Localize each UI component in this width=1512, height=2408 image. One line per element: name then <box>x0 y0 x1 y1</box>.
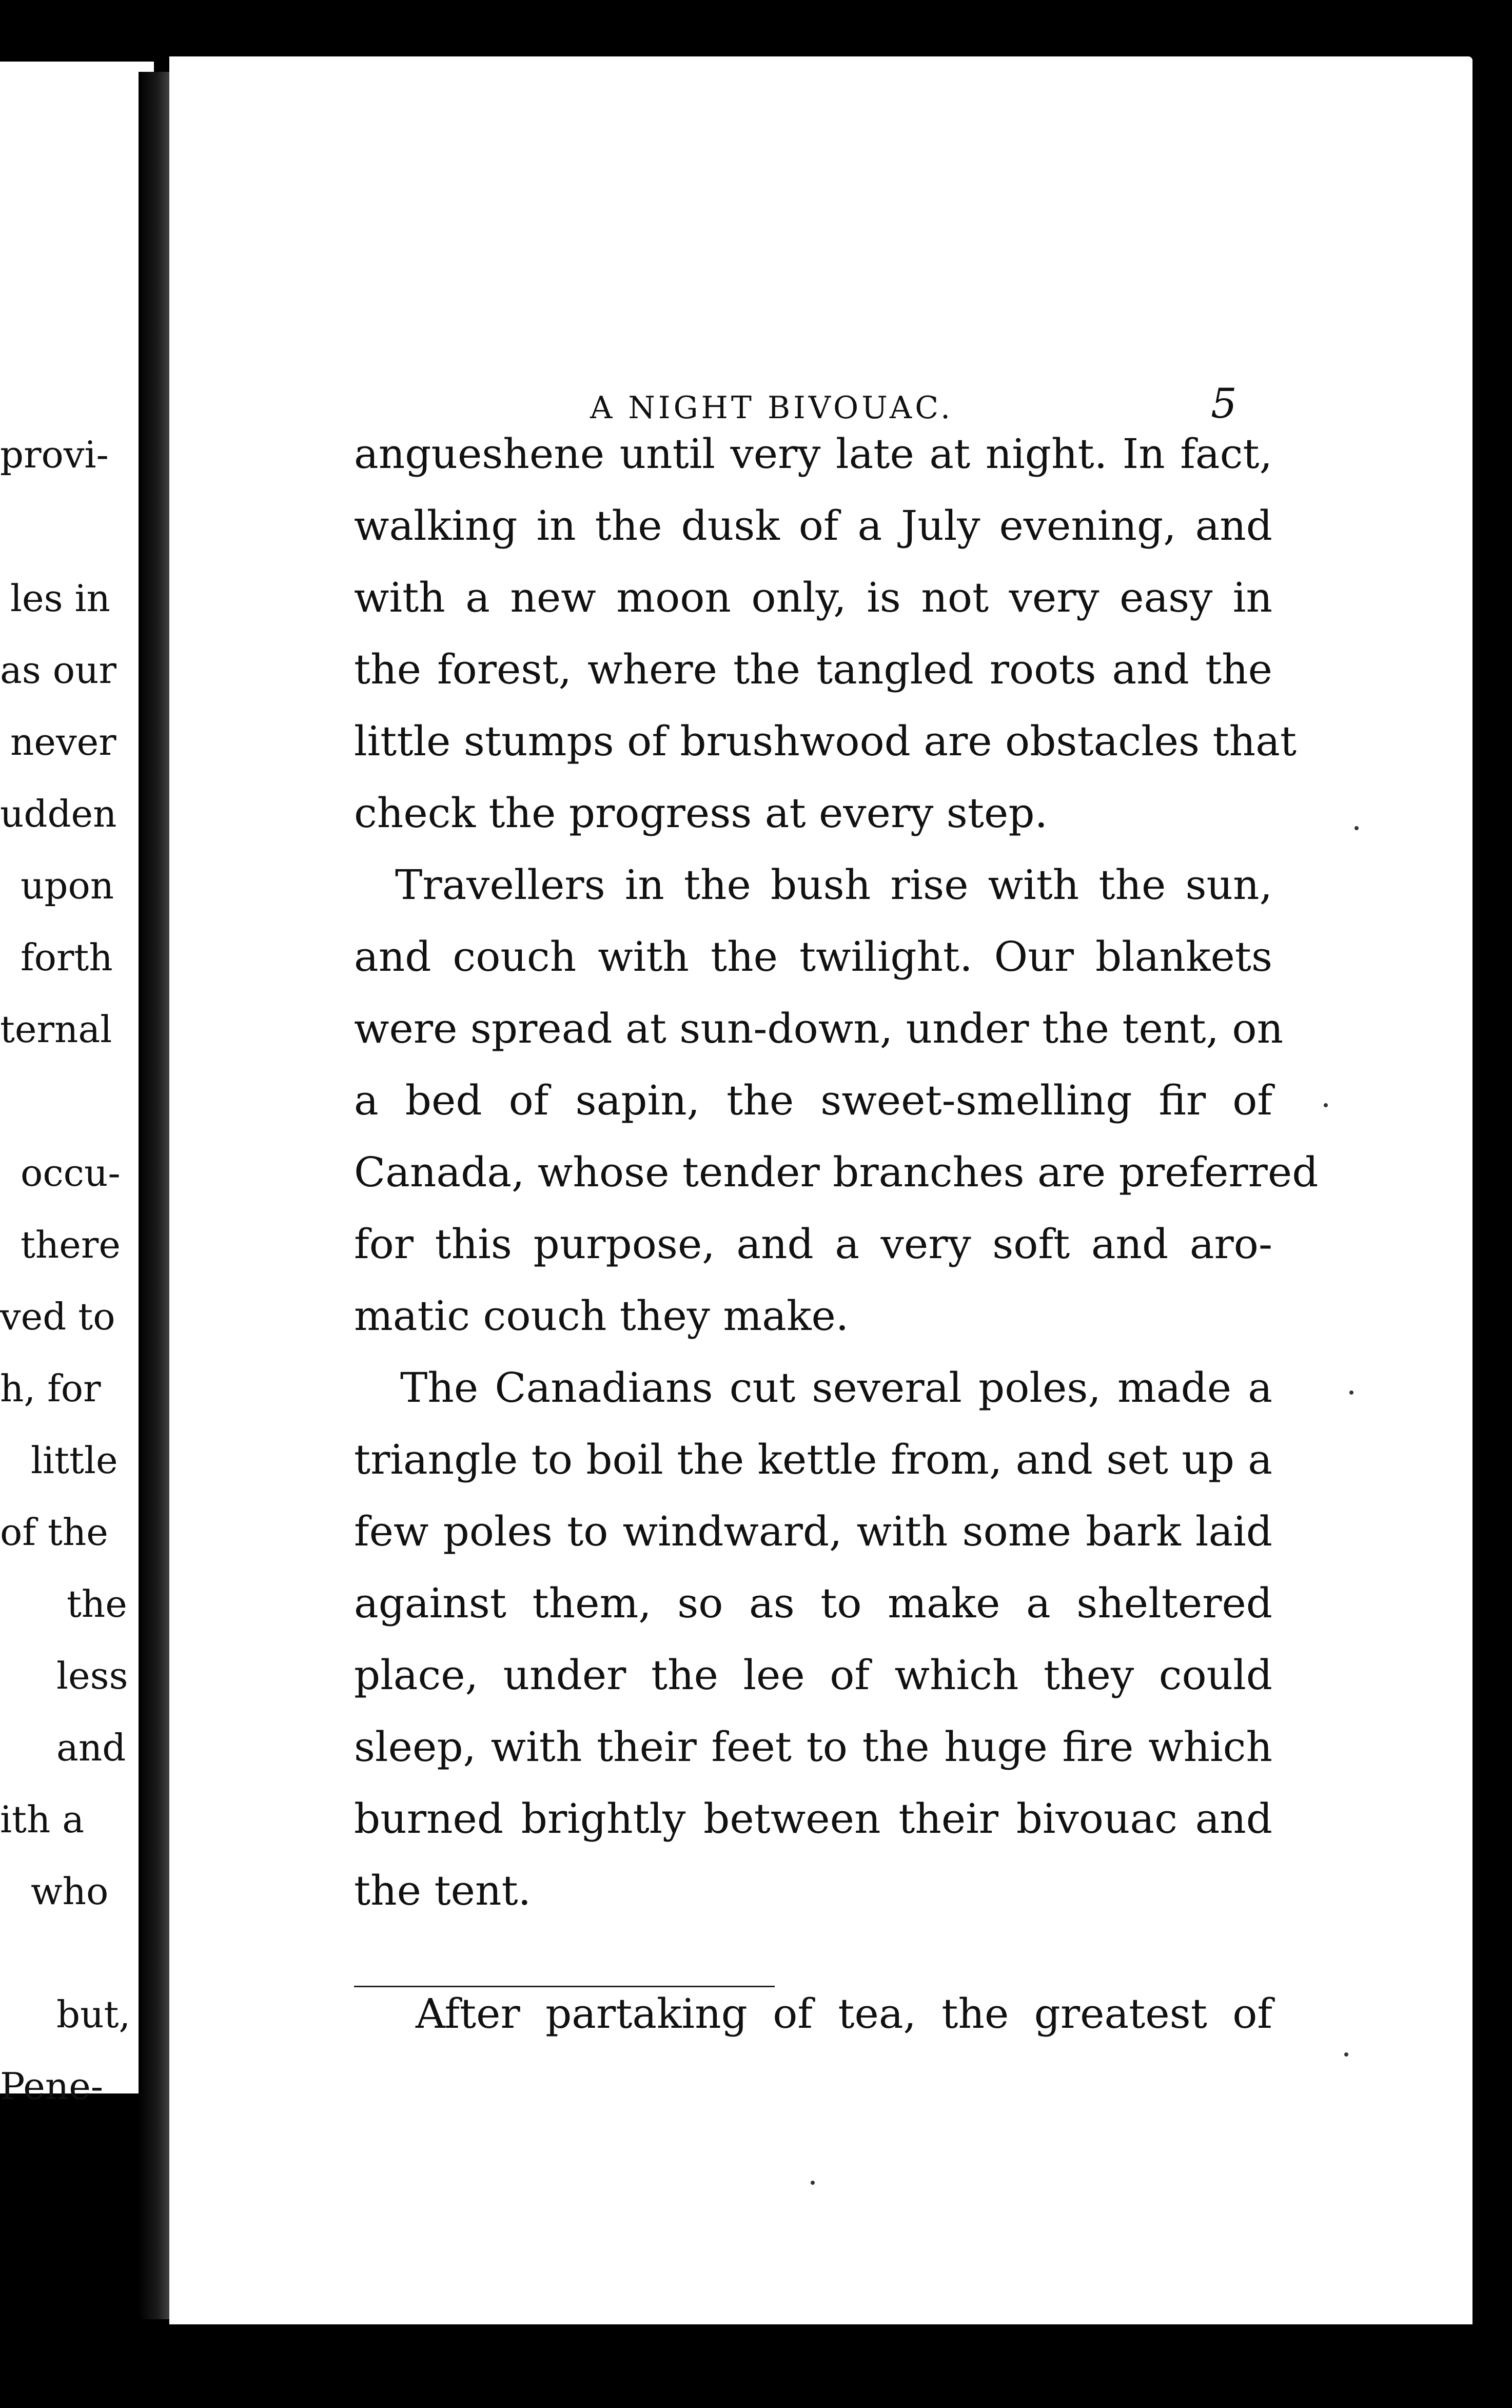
text-line: triangle to boil the kettle from, and set up a <box>354 1436 1272 1483</box>
book-page <box>169 56 1472 2324</box>
pencil-mark-line <box>354 1986 775 1987</box>
text-line: against them, so as to make a sheltered <box>354 1579 1272 1627</box>
sliver-line: never <box>10 720 116 763</box>
sliver-line: ternal <box>0 1008 112 1051</box>
text-line: Canada, whose tender branches are preferred <box>354 1148 1319 1196</box>
text-line: Travellers in the bush rise with the sun, <box>395 861 1272 909</box>
sliver-line: ved to <box>0 1295 115 1338</box>
sliver-line: occu- <box>21 1151 121 1195</box>
sliver-line: upon <box>21 864 114 907</box>
page-number: 5 <box>1211 380 1237 427</box>
sliver-line: there <box>21 1223 121 1266</box>
text-line: with a new moon only, is not very easy in <box>354 574 1272 621</box>
text-line: were spread at sun-down, under the tent, on <box>354 1005 1284 1052</box>
running-header: A NIGHT BIVOUAC. <box>590 390 954 426</box>
text-line: and couch with the twilight. Our blankets <box>354 933 1272 981</box>
paper-speck <box>1344 2052 1348 2057</box>
text-line: angueshene until very late at night. In fact, <box>354 430 1272 478</box>
text-line: check the progress at every step. <box>354 789 1048 837</box>
sliver-line: forth <box>21 936 113 979</box>
sliver-line: as our <box>0 649 116 692</box>
text-line: the forest, where the tangled roots and the <box>354 645 1272 693</box>
sliver-line: les in <box>10 577 110 620</box>
sliver-line: provi- <box>0 433 109 476</box>
sliver-line: who <box>31 1870 109 1913</box>
sliver-line: ith a <box>0 1798 85 1841</box>
text-line: few poles to windward, with some bark laid <box>354 1508 1272 1555</box>
text-line: little stumps of brushwood are obstacles that <box>354 717 1297 765</box>
paper-speck <box>1324 1103 1328 1107</box>
facing-page-edge <box>0 62 154 2108</box>
sliver-line: of the <box>0 1511 108 1554</box>
text-line: After partaking of tea, the greatest of <box>416 1990 1272 2038</box>
text-line: sleep, with their feet to the huge fire which <box>354 1723 1272 1771</box>
sliver-line: udden <box>0 792 117 835</box>
paper-speck <box>811 2181 815 2185</box>
sliver-line: h, for <box>0 1367 101 1410</box>
text-line: walking in the dusk of a July evening, and <box>354 502 1272 550</box>
paper-speck <box>1354 826 1359 830</box>
sliver-line: and <box>56 1726 126 1769</box>
text-line: The Canadians cut several poles, made a <box>400 1364 1272 1412</box>
text-line: the tent. <box>354 1867 532 1914</box>
sliver-line: the <box>67 1582 127 1626</box>
text-line: place, under the lee of which they could <box>354 1651 1272 1699</box>
text-line: matic couch they make. <box>354 1292 849 1340</box>
sliver-line: less <box>56 1654 128 1697</box>
sliver-line: little <box>31 1439 118 1482</box>
paper-speck <box>1349 1391 1353 1395</box>
sliver-line: but, <box>56 1993 131 2036</box>
text-line: burned brightly between their bivouac and <box>354 1795 1272 1843</box>
text-line: a bed of sapin, the sweet-smelling fir of <box>354 1076 1272 1124</box>
sliver-line: Pene- <box>0 2065 104 2108</box>
text-line: for this purpose, and a very soft and aro- <box>354 1220 1272 1268</box>
